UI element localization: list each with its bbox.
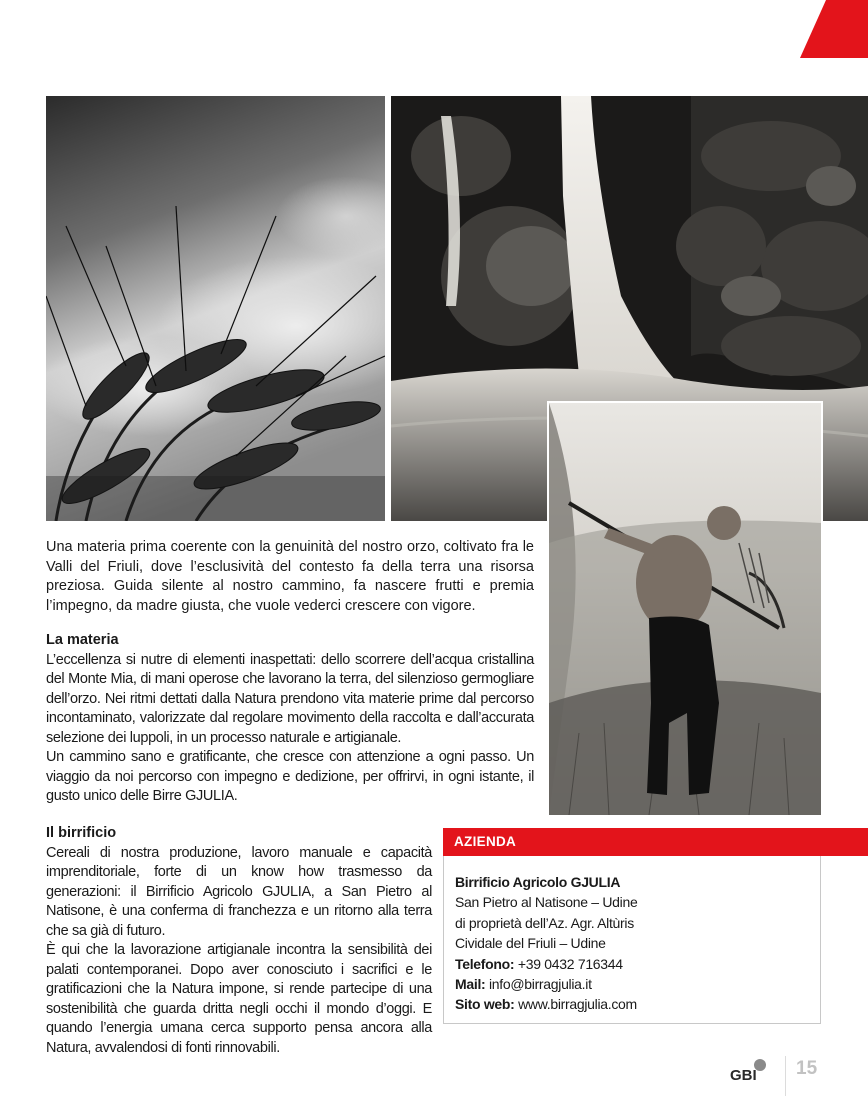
materia-heading: La materia [46,632,119,648]
birrificio-heading: Il birrificio [46,825,117,841]
birrificio-paragraph-2: È qui che la lavorazione artigianale incontra la sensibilità dei palati contemporanei. Dopo aver conosciuto i sacrifici e le gratificazioni che la Natura impone, si rende partecipe di una sostenibilità che guarda dritta negli occhi il mondo d’oggi. E quando l’energia umana cerca supporto pensa ancora alla Natura, avvalendosi di fonti rinnovabili. [46,942,432,1056]
phone-value[interactable]: +39 0432 716344 [517,955,623,972]
azienda-header-bar [443,828,868,856]
materia-paragraph-2: Un cammino sano e gratificante, che cresce con attenzione a ogni passo. Un viaggio da noi percorso con impegno e dedizione, per offrirvi, in ogni istante, il gusto unico delle Birre GJULIA. [46,749,534,804]
page-number: 15 [796,1058,818,1079]
company-name: Birrificio Agricolo GJULIA [455,874,621,890]
website-link[interactable]: www.birragjulia.com [518,996,637,1013]
birrificio-paragraph-1: Cereali di nostra produzione, lavoro manuale e capacità imprenditoriale, forte di un know how trasmesso da generazioni: il Birrificio Agricolo GJULIA, a San Pietro al Natisone, è una conferma di franchezza e un ritorno alla terra che sa già di futuro. [46,844,432,939]
address-line-3: Cividale del Friuli – Udine [455,935,606,952]
mail-link[interactable]: info@birragjulia.it [488,976,592,993]
website-label: Sito web: [455,996,515,1013]
website-line [455,994,815,1014]
corner-accent-tab [800,0,868,58]
mail-line [455,974,815,994]
wheat-photo [46,96,385,521]
gbi-logo [728,1058,770,1082]
materia-paragraph-1: L’eccellenza si nutre di elementi inaspettati: dello scorrere dell’acqua cristallina del Monte Mia, di mani operose che lavorano la terra, del silenzioso germogliare dell’orzo. Nei ritmi dettati dalla Natura prendono vita materie prime dal percorso incontaminato, valorizzate dal regolare movimento della raccolta e dall’accurata selezione dei luppoli, in un processo naturale e artigianale. [46,651,534,746]
phone-label: Telefono: [455,955,515,972]
footer-divider [785,1056,786,1096]
intro-paragraph: Una materia prima coerente con la genuinità del nostro orzo, coltivato fra le Valli del Friuli, dove l’esclusività del contesto fa della terra una risorsa preziosa. Guida silente al nostro cammino, fa nascere frutti e premia l’impegno, da madre giusta, che vuole vederci crescere con vigore. [46,539,534,614]
azienda-header-label: AZIENDA [454,834,517,849]
materia-section [46,631,534,807]
birrificio-section [46,824,432,1058]
address-line-2: di proprietà dell’Az. Agr. Altùris [455,914,634,931]
mail-label: Mail: [455,976,486,993]
intro-section [46,538,534,616]
azienda-details [455,872,815,1015]
farmer-scythe-photo [547,401,823,817]
phone-line [455,954,815,974]
gbi-logo-text: GBI [730,1067,757,1082]
address-line-1: San Pietro al Natisone – Udine [455,894,638,911]
